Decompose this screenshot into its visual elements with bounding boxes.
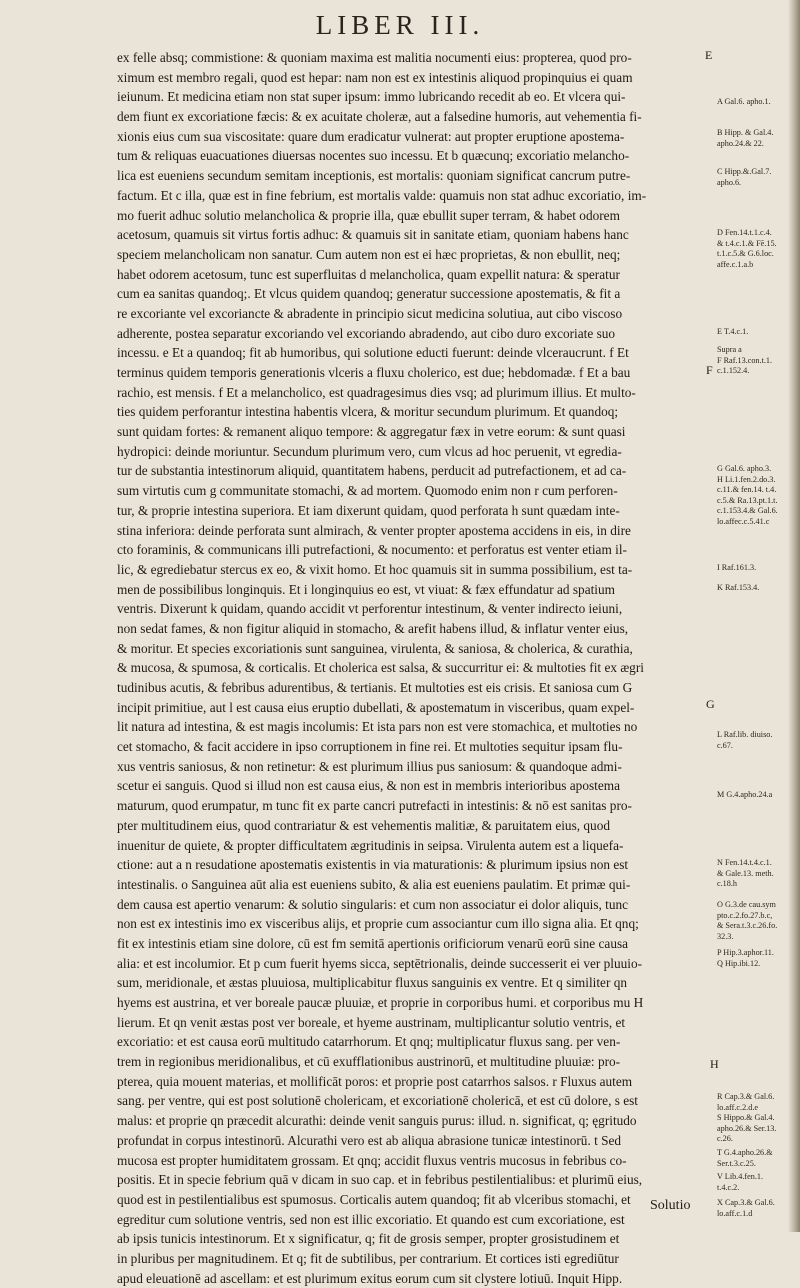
text-line: non est ex intestinis imo ex visceribus alijs, et proprie cum associantur cum illo signa alia. Et qnq; xyxy=(117,916,639,932)
text-line: sum virtutis cum g communitate stomachi, & ad mortem. Quomodo enim non r cum perforen- xyxy=(117,483,618,499)
text-line: apud eleuationē ad ascellam: et est plurimum exitus eorum cum sit clystere lotiuū. Inquit Hipp. xyxy=(117,1270,623,1286)
text-line: quod est in pestilentialibus est spumosus. Corticalis autem quandoq; fit ab vlceribus stomachi, et xyxy=(117,1191,631,1207)
side-note: K Raf.153.4. xyxy=(717,583,760,592)
side-note: Supra a F Raf.13.con.t.1. c.1.152.4. xyxy=(717,345,773,375)
text-line: dem causa est apertio venarum: & solutio singularis: et cum non associatur ei dolor aliquis, tunc xyxy=(117,896,629,912)
page-gutter xyxy=(788,0,800,1232)
margin-letter-g: G xyxy=(706,697,715,711)
text-line: & moritur. Et species excoriationis sunt sanguinea, virulenta, & saniosa, & cholerica, & curathia, xyxy=(117,640,633,656)
text-line: pter multitudinem eius, quod contrariatur & est vehementis malitiæ, & paruitatem eius, quod xyxy=(117,817,610,833)
text-line: in pluribus per magnitudinem. Et q; fit de subtilibus, per contrarium. Et cortices isti egrediūtur xyxy=(117,1250,619,1266)
text-line: intestinalis. o Sanguinea aūt alia est eueniens subito, & alia est eueniens paulatim. Et primæ qui- xyxy=(117,876,631,892)
text-line: egreditur cum solutione ventris, sed non est illic excoriatio. Et quando est cum excoriatione, est xyxy=(117,1211,625,1227)
catchword: Solutio xyxy=(650,1198,691,1213)
side-note: A Gal.6. apho.1. xyxy=(717,97,771,106)
text-line: tur, & proprie intestina superiora. Et iam dixerunt quidam, quod perforata h sunt quædam inte- xyxy=(117,502,620,518)
text-line: lica est eueniens secundum semitam inceptionis, est mortalis: quoniam significat cancrum putre- xyxy=(117,168,631,184)
side-note: N Fen.14.t.4.c.1. & Gale.13. meth. c.18.h xyxy=(717,858,774,888)
side-note: C Hipp.&.Gal.7. apho.6. xyxy=(717,167,772,187)
text-line: tur de substantia intestinorum aliquid, quantitatem habens, perducit ad putrefactionem, et ad ca- xyxy=(117,463,627,479)
side-note: R Cap.3.& Gal.6. lo.aff.c.2.d.e S Hippo.& Gal.4. apho.26.& Ser.13. c.26. xyxy=(717,1092,777,1143)
side-note: D Fen.14.t.1.c.4. & t.4.c.1.& Fē.15. t.1.c.5.& G.6.loc. affe.c.1.a.b xyxy=(717,228,777,269)
side-note: O G.3.de cau.sym pto.c.2.fo.27.b.c, & Sera.t.3.c.26.fo. 32.3. xyxy=(717,900,778,941)
text-line: inuenitur de quiete, & propter difficultatem ægritudinis in seipsa. Virulenta autem est a liquefa- xyxy=(117,837,624,853)
text-line: incessu. e Et a quandoq; fit ab humoribus, qui solutione educti fuerunt: deinde vlceraucrunt. f Et xyxy=(117,345,629,361)
text-line: scetur ei sanguis. Quod si illud non est causa eius, & non est in membris interioribus apostema xyxy=(117,778,620,794)
text-line: rachio, est mensis. f Et a melancholico, est quadragesimus dies vsq; ad plurimum illius. Et multo- xyxy=(117,384,636,400)
side-note: E T.4.c.1. xyxy=(717,327,749,336)
text-line: sunt quidam fortes: & remanent aliquo tempore: & aggregatur fæx in vetre eorum: & sunt quasi xyxy=(117,424,626,440)
text-line: speciem melancholicam non sanatur. Cum autem non est ei hæc proprietas, & non ebullit, neq; xyxy=(117,246,621,262)
text-line: incipit primitiue, aut l est causa eius eruptio dubellati, & apostematum in visceribus, quam expel- xyxy=(117,699,635,715)
text-line: sang. per ventre, qui est post solutionē cholericam, et excoriationē cholericā, et est cū dolore, s est xyxy=(117,1093,638,1109)
side-note: V Lib.4.fen.1. t.4.c.2. xyxy=(717,1172,764,1192)
text-line: ab ipsis tunicis intestinorum. Et x significatur, q; fit de grosis semper, propter grosistudinem et xyxy=(117,1231,620,1247)
text-line: factum. Et c illa, quæ est in fine febrium, est mortalis valde: quamuis non stat adhuc excoriatio, im- xyxy=(117,187,647,203)
text-line: ieiunum. Et medicina etiam non stat super ipsum: immo lubricando recedit ab eo. Et vlcera qui- xyxy=(117,89,626,105)
text-line: terminus quidem temporis generationis vlceris a fluxu cholerico, est due; hebdomadæ. f Et a bau xyxy=(117,365,631,380)
text-line: fit ex intestinis etiam sine dolore, cū est fm semitā apertionis orificiorum venarū eorū sine causa xyxy=(117,935,629,951)
margin-letter-h: H xyxy=(710,1057,719,1071)
side-note: B Hipp. & Gal.4. apho.24.& 22. xyxy=(717,128,774,148)
side-note: X Cap.3.& Gal.6. lo.aff.c.1.d xyxy=(717,1198,775,1218)
text-line: alia: et est incolumior. Et p cum fuerit hyems sicca, septētrionalis, deinde successerit ei ver pluuio- xyxy=(117,955,643,971)
side-note: P Hip.3.aphor.11. Q Hip.ibi.12. xyxy=(717,948,774,968)
margin-letter-f: F xyxy=(706,363,713,377)
text-line: cet stomacho, & facit accidere in ipso corruptionem in fine rei. Et multoties sequitur ipsam flu- xyxy=(117,739,623,755)
text-line: hydropici: deinde moriuntur. Secundum plurimum vero, cum vlcus ad hoc peruenit, vt egredia- xyxy=(117,443,622,459)
text-line: ctione: aut a n resudatione apostematis existentis in via maturationis: & plurimum ipsius non est xyxy=(117,857,629,873)
text-line: mucosa est propter humiditatem grossam. Et qnq; accidit fluxus ventris mucosus in febribus co- xyxy=(117,1152,627,1168)
side-note: M G.4.apho.24.a xyxy=(717,790,773,799)
text-line: mo fuerit adhuc solutio melancholica & proprie illa, quæ ebullit super terram, & habet odorem xyxy=(117,207,620,223)
text-line: trem in regionibus meridionalibus, et cū exufflationibus austrinorū, et multitudine pluuiæ: pro- xyxy=(117,1054,621,1070)
text-line: lit natura ad intestina, & est magis incolumis: Et ista pars non est vere stomachica, et multoties no xyxy=(117,719,638,735)
text-line: xus ventris saniosus, & non retinetur: & est plurimum illius pus saniosum: & quandoque admi- xyxy=(117,758,622,774)
text-line: re excoriante vel excoriancte & abradente in principio sicut medicina solutiua, aut cibo viscoso xyxy=(117,305,623,321)
text-line: malus: et proprie qn præcedit alcurathi: deinde venit sanguis purus: illud. n. significat, q; ęgritudo xyxy=(117,1113,637,1129)
text-line: profundat in corpus intestinorū. Alcurathi vero est ab aliqua abrasione tunicæ intestinorū. t Sed xyxy=(117,1132,622,1148)
text-line: & mucosa, & spumosa, & corticalis. Et cholerica est salsa, & succurritur ei: & multoties fit ex ægri xyxy=(117,660,644,676)
text-line: lierum. Et qn venit æstas post ver boreale, et hyeme austrinam, multiplicantur solutio ventris, et xyxy=(117,1014,626,1030)
text-line: stina inferiora: deinde perforata sunt almirach, & venter propter apostema accidens in eis, in dire xyxy=(117,522,631,538)
text-line: adherente, postea separatur excoriando vel excoriando abradendo, aut cibo duro excoriate suo xyxy=(117,325,616,341)
text-line: acetosum, quamuis sit virtus fortis adhuc: & quamuis sit in sanitate etiam, quoniam habens hanc xyxy=(117,227,629,243)
text-line: sum, meridionale, et æstas pluuiosa, multiplicabitur fluxus sanguinis ex ventre. Et q similiter qn xyxy=(117,975,628,991)
text-line: hyems est austrina, et ver boreale paucæ pluuiæ, et proprie in corporibus humi. et corporibus mu H xyxy=(117,995,644,1010)
text-line: cto foraminis, & communicans illi putrefactioni, & nocumento: et perforatus est venter etiam il- xyxy=(117,542,627,558)
text-line: maturum, quod erumpatur, m tunc fit ex parte cancri putrefacti in intestinis: & nō est sanitas pro- xyxy=(117,798,632,814)
text-line: ventris. Dixerunt k quidam, quando accidit vt perforentur intestinum, & venter indirecto ieiuni, xyxy=(117,601,623,617)
text-line: dem fiunt ex excoriatione fæcis: & ex acuitate choleræ, aut a falsedine humoris, aut vehementia fi- xyxy=(117,109,642,125)
side-note: I Raf.161.3. xyxy=(717,563,757,572)
page-title: LIBER III. xyxy=(315,10,485,40)
side-note: T G.4.apho.26.& Ser.t.3.c.25. xyxy=(717,1148,773,1168)
text-line: positis. Et in specie febrium quā v dicam in suo cap. et in febribus pestilentialibus: et plurimū eius, xyxy=(117,1172,643,1188)
text-line: ximum est membro regali, quod est hepar: nam non est ex intestinis aliquod propinquius ei quam xyxy=(117,69,633,85)
main-text xyxy=(117,48,707,1288)
side-note: G Gal.6. apho.3. H Li.1.fen.2.do.3. c.11.& fen.14. t.4. c.5.& Ra.13.pt.1.t. c.1.153.4.& Gal.6. lo.affec.c.5.41.c xyxy=(717,464,778,526)
text-line: lic, & egrediebatur stercus ex eo, & vixit homo. Et hoc quamuis sit in summa possibilium, est ta- xyxy=(117,561,633,577)
text-line: non sedat fames, & non figitur aliquid in stomacho, & arefit habens illud, & inflatur venter eius, xyxy=(117,620,629,636)
text-line: tudinibus acutis, & febribus adurentibus, & tertianis. Et multoties est eis crisis. Et saniosa cum G xyxy=(117,680,633,695)
text-line: tum & reliquas euacuationes diuersas nocentes suo incessu. Et b quæcunq; excoriatio melancho- xyxy=(117,148,630,164)
margin-letter-e: E xyxy=(705,48,713,62)
text-line: excoriatio: et est causa eorū multitudo catarrhorum. Et qnq; multiplicatur fluxus sang. per ven- xyxy=(117,1034,621,1050)
text-line: ex felle absq; commistione: & quoniam maxima est malitia nocumenti eius: propterea, quod pro- xyxy=(117,50,632,65)
text-line: pterea, quia mouent materias, et mollificāt poros: et proprie post catarrhos salsos. r Fluxus autem xyxy=(117,1073,633,1089)
side-note: L Raf.lib. diuiso. c.67. xyxy=(717,730,773,750)
text-line: xionis eius cum sua viscositate: quare dum eradicatur vulnerat: aut propter eruptione apostema- xyxy=(117,128,625,144)
text-line: ties quidem perforantur intestina habentis vlcera, & moritur secundum plurimum. Et quandoq; xyxy=(117,404,619,420)
text-line: men de possibilibus longinquis. Et i longinquius eo est, vt viuat: & fæx effundatur ad spatium xyxy=(117,581,615,597)
text-line: habet odorem acetosum, tunc est superfluitas d melancholica, quam expellit natura: & speratur xyxy=(117,266,620,282)
text-line: cum ea sanitas quandoq;. Et vlcus quidem quandoq; generatur successione apostematis, & fit a xyxy=(117,286,621,302)
